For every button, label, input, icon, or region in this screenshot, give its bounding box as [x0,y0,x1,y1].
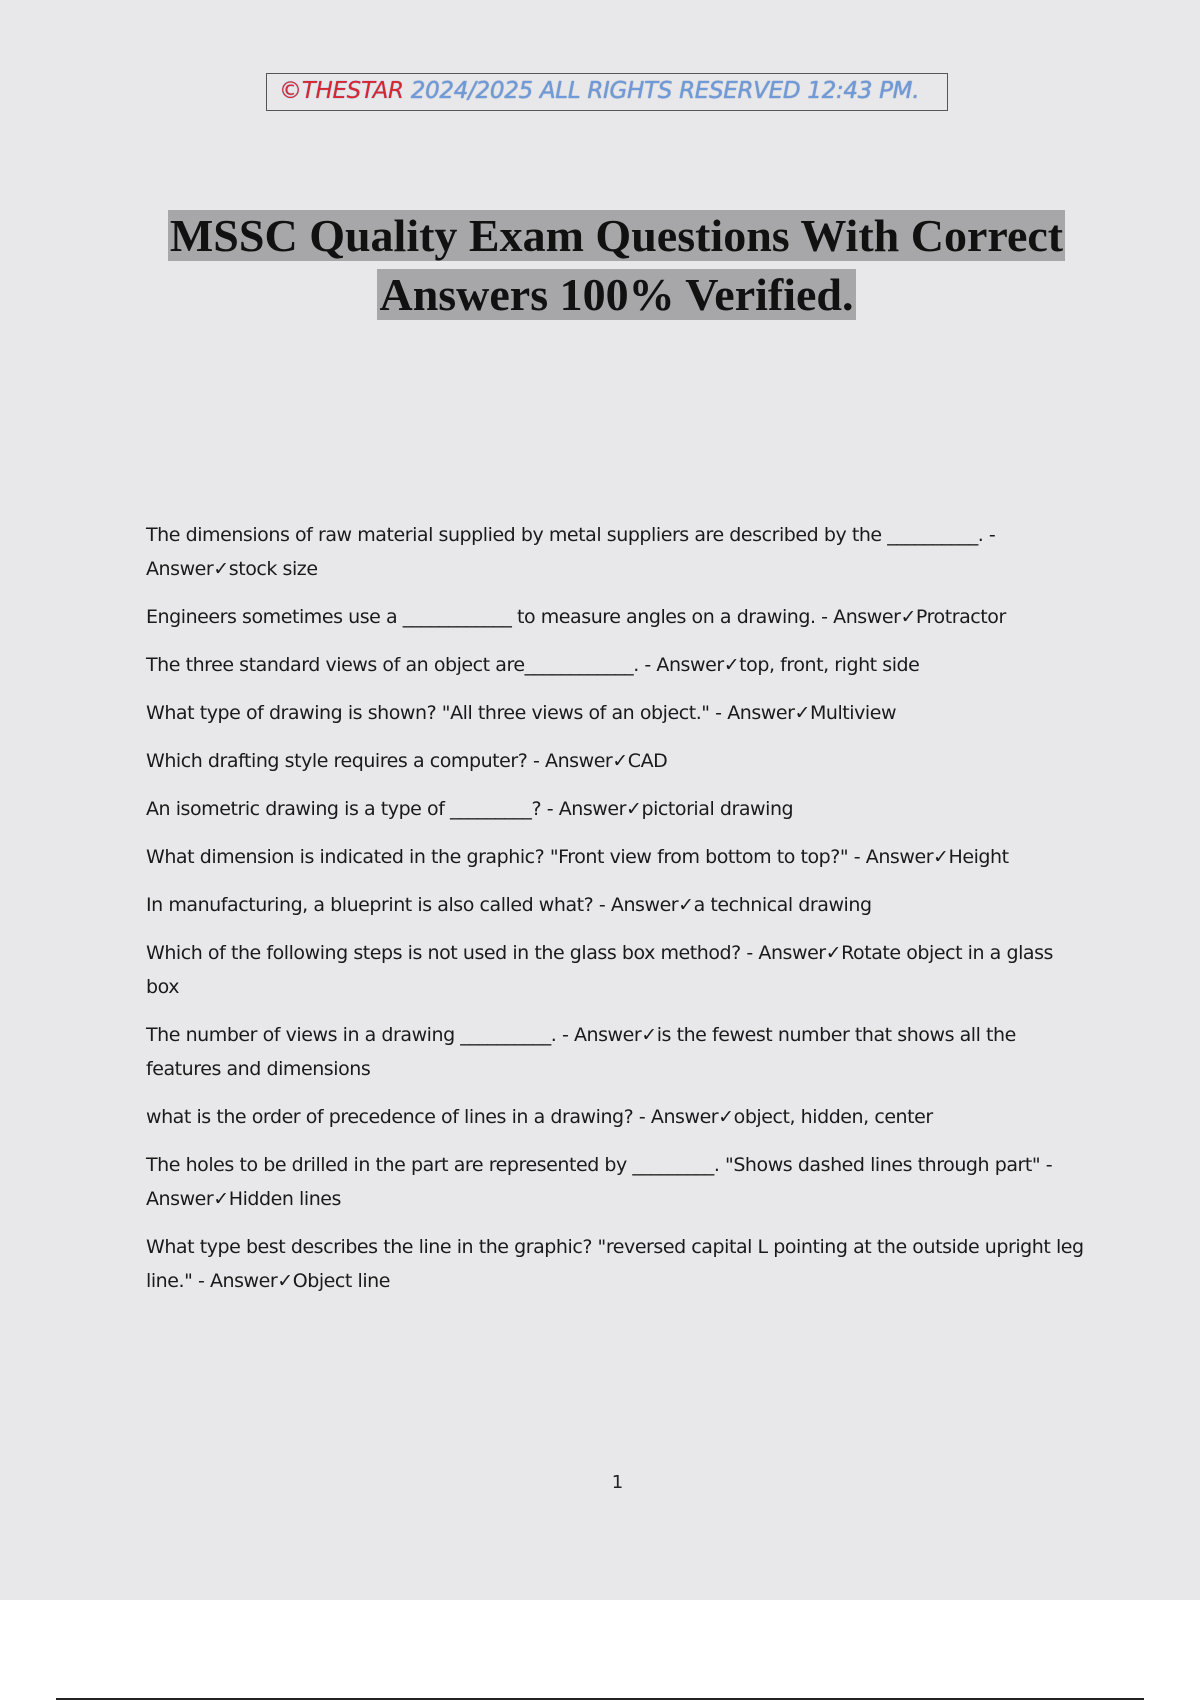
answer-text: Object line [292,1270,390,1292]
answer-text: a technical drawing [693,894,872,916]
question-text: The number of views in a drawing __________. - [146,1024,569,1046]
title-line-2: Answers 100% Verified. [379,269,854,320]
question-text: The three standard views of an object are____________. - [146,654,651,676]
answer-text: CAD [627,750,668,772]
header-rights-text: 2024/2025 ALL RIGHTS RESERVED 12:43 PM. [403,78,920,104]
answer-prefix: Answer✓ [833,606,916,628]
question-text: What type of drawing is shown? "All three views of an object." - [146,702,722,724]
answer-prefix: Answer✓ [758,942,842,964]
header-brand: ©THESTAR [279,78,404,104]
answer-prefix: Answer✓ [146,1188,229,1210]
question-text: In manufacturing, a blueprint is also called what? - [146,894,606,916]
question-text: Engineers sometimes use a ____________ to measure angles on a drawing. - [146,606,828,628]
answer-text: top, front, right side [739,654,920,676]
answer-prefix: Answer✓ [727,702,810,724]
answer-text: Rotate object in a glass box [146,942,1053,998]
answer-prefix: Answer✓ [865,846,949,868]
qa-item [146,792,1091,826]
answer-text: Multiview [809,702,897,724]
qa-item [146,518,1091,586]
answer-prefix: Answer✓ [545,750,628,772]
qa-item [146,648,1091,682]
qa-item [146,888,1091,922]
question-text: An isometric drawing is a type of _________? - [146,798,554,820]
qa-item [146,840,1091,874]
page-title [100,206,1133,324]
qa-item [146,744,1091,778]
qa-item [146,936,1091,1004]
answer-text: stock size [228,558,318,580]
question-text: The holes to be drilled in the part are represented by _________. "Shows dashed lines through part" - [146,1154,1053,1176]
question-text: What dimension is indicated in the graphic? "Front view from bottom to top?" - [146,846,861,868]
answer-prefix: Answer✓ [558,798,642,820]
qa-list [146,518,1091,1312]
answer-prefix: Answer✓ [656,654,740,676]
answer-text: pictorial drawing [641,798,794,820]
question-text: What type best describes the line in the graphic? "reversed capital L pointing at the outside upright leg line." - [146,1236,1084,1292]
answer-text: Hidden lines [228,1188,341,1210]
answer-text: object, hidden, center [733,1106,933,1128]
answer-prefix: Answer✓ [610,894,694,916]
qa-item [146,696,1091,730]
qa-item [146,1018,1091,1086]
question-text: Which drafting style requires a computer? - [146,750,540,772]
copyright-header [266,73,948,111]
qa-item [146,600,1091,634]
title-line-1: MSSC Quality Exam Questions With Correct [169,210,1064,261]
answer-text: Protractor [915,606,1006,628]
answer-text: Height [948,846,1009,868]
answer-prefix: Answer✓ [146,558,229,580]
answer-prefix: Answer✓ [650,1106,734,1128]
question-text: Which of the following steps is not used in the glass box method? - [146,942,753,964]
question-text: The dimensions of raw material supplied by metal suppliers are described by the __________. - [146,524,996,546]
question-text: what is the order of precedence of lines in a drawing? - [146,1106,646,1128]
qa-item [146,1148,1091,1216]
qa-item [146,1230,1091,1298]
qa-item [146,1100,1091,1134]
answer-prefix: Answer✓ [209,1270,293,1292]
answer-prefix: Answer✓ [573,1024,657,1046]
page-number: 1 [611,1472,624,1493]
answer-text: is the fewest number that shows all the features and dimensions [146,1024,1016,1080]
